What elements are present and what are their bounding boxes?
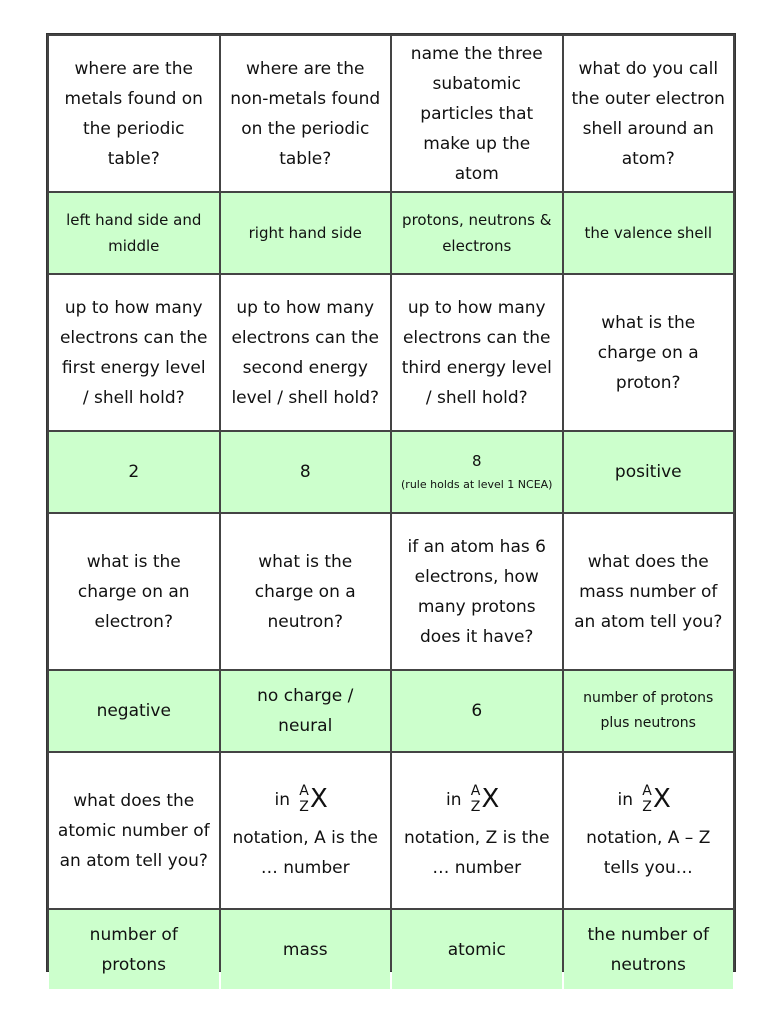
question-card: where are the metals found on the periodic table? bbox=[49, 36, 219, 191]
atomic-number-label: Z bbox=[470, 798, 481, 815]
answer-card: negative bbox=[49, 671, 219, 751]
notation-question-text: notation, A is the … number bbox=[232, 827, 379, 878]
question-card: what does the mass number of an atom tell you? bbox=[564, 514, 734, 669]
notation-question-card bbox=[564, 753, 734, 908]
element-symbol: X bbox=[481, 783, 500, 814]
answer-card: number of protons bbox=[49, 910, 219, 989]
notation-question-card bbox=[392, 753, 562, 908]
notation-question-text: notation, A – Z tells you… bbox=[586, 827, 711, 878]
notation-question-text: notation, Z is the … number bbox=[403, 827, 550, 878]
element-symbol: X bbox=[310, 783, 328, 814]
mass-number-label: A bbox=[470, 782, 481, 799]
nuclide-symbol bbox=[296, 780, 336, 820]
question-card: what is the charge on an electron? bbox=[49, 514, 219, 669]
answer-card: the number of neutrons bbox=[564, 910, 734, 989]
answer-card: 2 bbox=[49, 432, 219, 512]
question-card: what is the charge on a neutron? bbox=[221, 514, 391, 669]
question-card: up to how many electrons can the second energy level / shell hold? bbox=[221, 275, 391, 430]
question-card: where are the non-metals found on the periodic table? bbox=[221, 36, 391, 191]
question-card: what is the charge on a proton? bbox=[564, 275, 734, 430]
atomic-number-label: Z bbox=[642, 798, 652, 815]
question-card: what do you call the outer electron shell around an atom? bbox=[564, 36, 734, 191]
atomic-number-label: Z bbox=[299, 798, 309, 815]
answer-card: left hand side and middle bbox=[49, 193, 219, 273]
notation-question-card bbox=[221, 753, 391, 908]
notation-prefix: in bbox=[446, 789, 462, 810]
answer-card: right hand side bbox=[221, 193, 391, 273]
answer-card: number of protons plus neutrons bbox=[564, 671, 734, 751]
answer-card: atomic bbox=[392, 910, 562, 989]
nuclide-symbol bbox=[468, 780, 508, 820]
answer-card: protons, neutrons & electrons bbox=[392, 193, 562, 273]
answer-card: the valence shell bbox=[564, 193, 734, 273]
nuclide-symbol bbox=[639, 780, 679, 820]
question-card: what does the atomic number of an atom tell you? bbox=[49, 753, 219, 908]
answer-card bbox=[392, 432, 562, 512]
answer-card: 8 bbox=[221, 432, 391, 512]
notation-prefix: in bbox=[617, 789, 633, 810]
answer-card: positive bbox=[564, 432, 734, 512]
card-grid bbox=[47, 34, 735, 975]
answer-card: no charge / neural bbox=[221, 671, 391, 751]
mass-number-label: A bbox=[642, 782, 652, 799]
element-symbol: X bbox=[653, 783, 671, 814]
question-card: up to how many electrons can the third energy level / shell hold? bbox=[392, 275, 562, 430]
answer-note: (rule holds at level 1 NCEA) bbox=[401, 478, 553, 491]
notation-prefix: in bbox=[274, 789, 290, 810]
card-sheet bbox=[46, 33, 736, 975]
answer-card: mass bbox=[221, 910, 391, 989]
answer-card: 6 bbox=[392, 671, 562, 751]
question-card: if an atom has 6 electrons, how many protons does it have? bbox=[392, 514, 562, 669]
question-card: up to how many electrons can the first energy level / shell hold? bbox=[49, 275, 219, 430]
answer-text: 8 bbox=[471, 452, 482, 470]
mass-number-label: A bbox=[299, 782, 309, 799]
question-card: name the three subatomic particles that make up the atom bbox=[392, 36, 562, 191]
